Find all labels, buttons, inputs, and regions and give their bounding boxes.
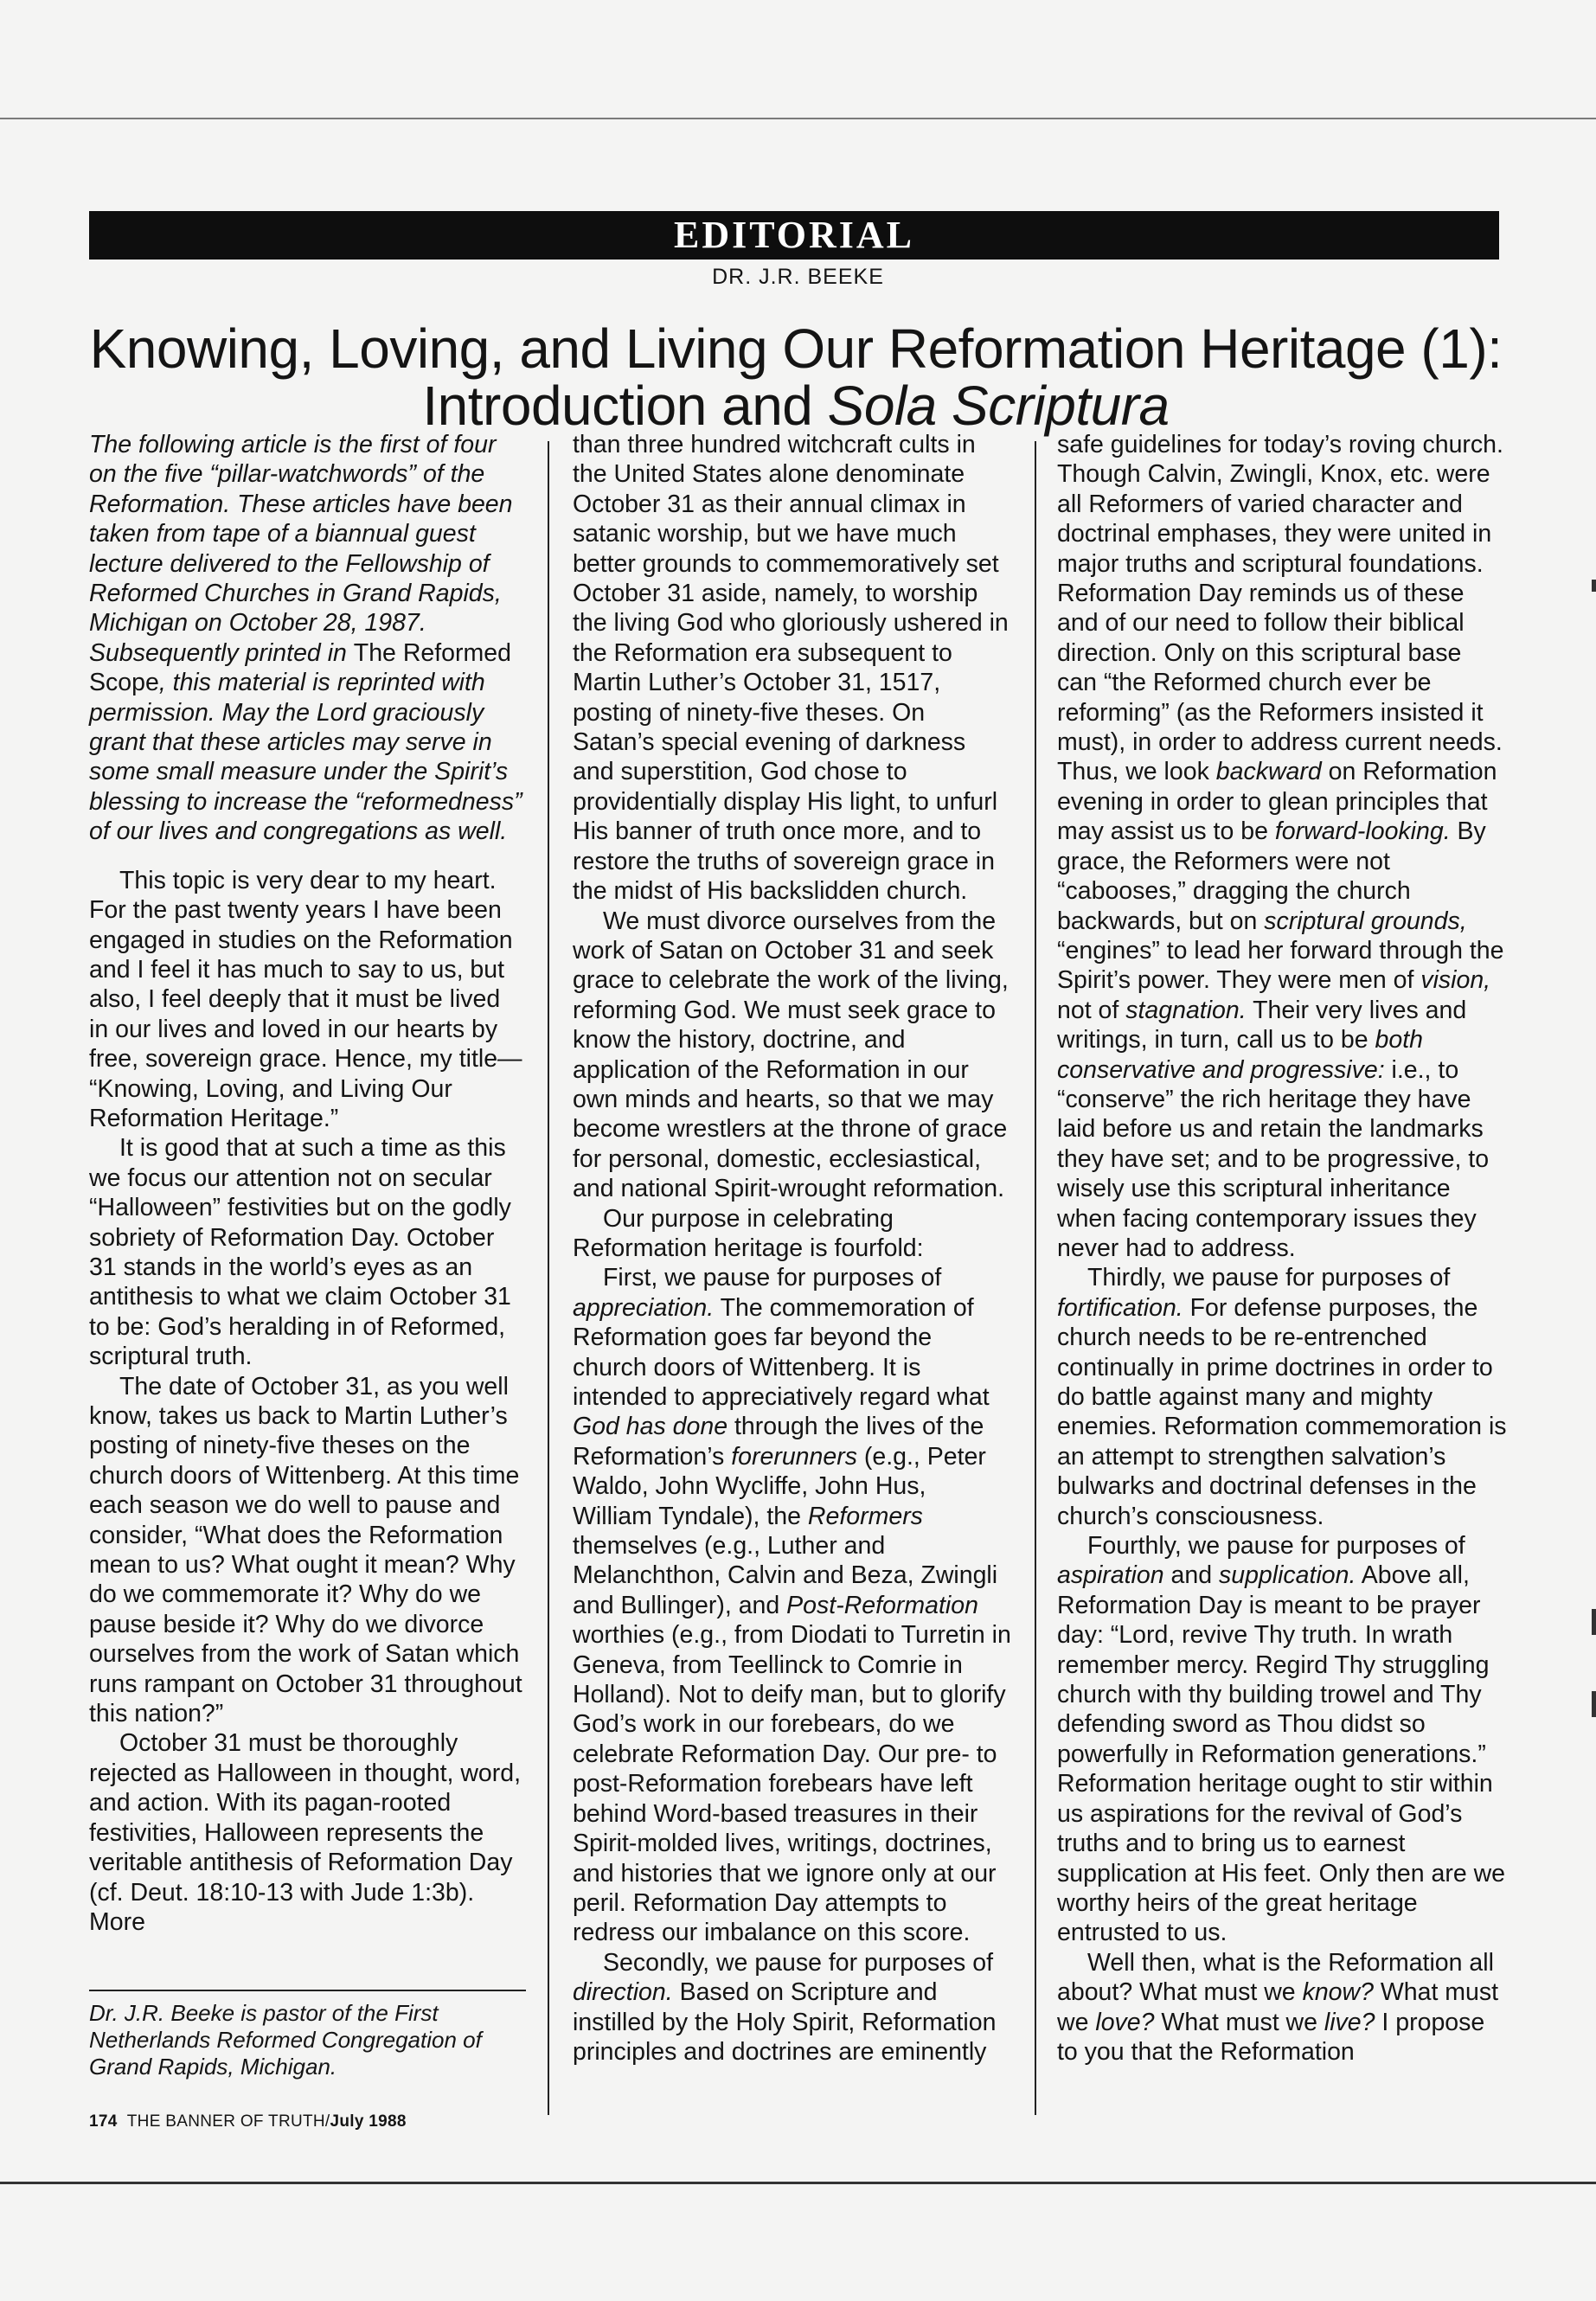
title-line-2-italic: Sola Scriptura: [827, 375, 1170, 437]
column-3: [1057, 430, 1507, 2067]
paragraph: Fourthly, we pause for purposes of aspiration and supplication. Above all, Reformation Day is meant to be prayer day: “Lord, revive Thy truth. In wrath remember mercy. Regird Thy struggling church with thy building trowel and Thy defending sword as Thou didst so powerfully in Reformation generations.” Reformation heritage ought to stir within us aspirations for the revival of God’s truths and to bring us to earnest supplication at His feet. Only then are we worthy heirs of the great heritage entrusted to us.: [1057, 1532, 1506, 1947]
column-divider: [1035, 441, 1036, 2115]
bottom-page-edge: [0, 2182, 1596, 2184]
editorial-banner: EDITORIAL: [89, 211, 1499, 260]
paragraph: Thirdly, we pause for purposes of fortification. For defense purposes, the church needs to be re-entrenched continually in prime doctrines in order to do battle against many and mighty enemies. Reformation commemoration is an attempt to strengthen salvation’s bulwarks and doctrinal defenses in the church’s consciousness.: [1057, 1264, 1507, 1530]
column-2: [573, 430, 1011, 2067]
intro-paragraph: [89, 430, 526, 847]
intro-text-b: , this material is reprinted with permission. May the Lord graciously grant that these articles may serve in some small measure under the Spirit’s blessing to increase the “reformedness” of our lives and congregations as well.: [89, 669, 522, 846]
paragraph: Secondly, we pause for purposes of direction. Based on Scripture and instilled by the Holy Spirit, Reformation principles and doctrines are eminently: [573, 1948, 997, 2066]
column-1: [89, 430, 526, 1937]
page-footer: [89, 2112, 526, 2131]
paragraph: This topic is very dear to my heart. For the past twenty years I have been engaged in studies on the Reformation and I feel it has much to say to us, but also, I feel deeply that it must be lived in our lives and loved in our hearts by free, sovereign grace. Hence, my title— “Knowing, Loving, and Living Our Reformation Heritage.”: [89, 866, 522, 1132]
author-footnote: Dr. J.R. Beeke is pastor of the First Netherlands Reformed Congregation of Grand Rapids, Michigan.: [89, 2000, 482, 2080]
page-number: 174: [89, 2112, 118, 2131]
paragraph: Our purpose in celebrating Reformation heritage is fourfold:: [573, 1204, 924, 1262]
paragraph: Well then, what is the Reformation all about? What must we know? What must we love? What must we live? I propose to you that the Reformation: [1057, 1948, 1499, 2066]
intro-publication-title: The Reformed Scope: [89, 638, 511, 697]
paragraph: We must divorce ourselves from the work of Satan on October 31 and seek grace to celebrate the work of the living, reforming God. We must seek grace to know the history, doctrine, and application of the Reformation in our own minds and hearts, so that we may become wrestlers at the throne of grace for personal, domestic, ecclesiastical, and national Spirit-wrought reformation.: [573, 907, 1009, 1203]
paragraph: safe guidelines for today’s roving church. Though Calvin, Zwingli, Knox, etc. were all Reformers of varied character and doctrinal emphases, they were united in major truths and scriptural foundations. Reformation Day reminds us of these and of our need to follow their biblical direction. Only on this scriptural base can “the Reformed church ever be reforming” (as the Reformers insisted it must), in order to address current needs. Thus, we look backward on Reformation evening in order to glean principles that may assist us to be forward-looking. By grace, the Reformers were not “cabooses,” dragging the church backwards, but on scriptural grounds, “engines” to lead her forward through the Spirit’s power. They were men of vision, not of stagnation. Their very lives and writings, in turn, call us to be both conservative and progressive: i.e., to “conserve” the rich heritage they have laid before us and retain the landmarks they have set; and to be progressive, to wisely use this scriptural inheritance when facing contemporary issues they never had to address.: [1057, 431, 1504, 1262]
column-divider: [548, 441, 549, 2115]
top-page-edge: [0, 118, 1596, 119]
paragraph: The date of October 31, as you well know, takes us back to Martin Luther’s posting of ninety-five theses on the church doors of Wittenberg. At this time each season we do well to pause and consider, “What does the Reformation mean to us? What ought it mean? Why do we commemorate it? Why do we pause beside it? Why do we divorce ourselves from the work of Satan which runs rampant on October 31 throughout this nation?”: [89, 1372, 522, 1728]
title-line-2: [52, 375, 1540, 437]
publication-name: THE BANNER OF TRUTH/: [126, 2112, 330, 2131]
scan-edge-mark: [1592, 1609, 1596, 1635]
intro-text-a: The following article is the first of four on the five “pillar-watchwords” of the Reformation. These articles have been taken from tape of a biannual guest lecture delivered to the Fellowship of Reformed Churches in Grand Rapids, Michigan on October 28, 1987. Subsequently printed in: [89, 431, 513, 667]
footnote-divider: [89, 1990, 526, 1991]
issue-date: July 1988: [330, 2112, 407, 2131]
title-line-2-prefix: Introduction and: [422, 375, 828, 437]
scan-edge-mark: [1592, 1691, 1596, 1717]
paragraph: than three hundred witchcraft cults in the United States alone denominate October 31 as their annual climax in satanic worship, but we have much better grounds to commemoratively set October 31 aside, namely, to worship the living God who gloriously ushered in the Reformation era subsequent to Martin Luther’s October 31, 1517, posting of ninety-five theses. On Satan’s special evening of darkness and superstition, God chose to providentially display His light, to unfurl His banner of truth once more, and to restore the truths of sovereign grace in the midst of His backslidden church.: [573, 431, 1009, 906]
title-line-1: Knowing, Loving, and Living Our Reformation Heritage (1):: [89, 317, 1503, 380]
article-title: [52, 317, 1540, 437]
scan-edge-mark: [1592, 580, 1596, 592]
author-byline: DR. J.R. BEEKE: [712, 265, 884, 289]
paragraph: It is good that at such a time as this we focus our attention not on secular “Halloween” festivities but on the godly sobriety of Reformation Day. October 31 stands in the world’s eyes as an antithesis to what we claim October 31 to be: God’s heralding in of Reformed, scriptural truth.: [89, 1134, 511, 1371]
paragraph: First, we pause for purposes of appreciation. The commemoration of Reformation goes far beyond the church doors of Wittenberg. It is intended to appreciatively regard what God has done through the lives of the Reformation’s forerunners (e.g., Peter Waldo, John Wycliffe, John Hus, William Tyndale), the Reformers themselves (e.g., Luther and Melanchthon, Calvin and Beza, Zwingli and Bullinger), and Post-Reformation worthies (e.g., from Diodati to Turretin in Geneva, from Teellinck to Comrie in Holland). Not to deify man, but to glorify God’s work in our forebears, do we celebrate Reformation Day. Our pre- to post-Reformation forebears have left behind Word-based treasures in their Spirit-molded lives, writings, doctrines, and histories that we ignore only at our peril. Reformation Day attempts to redress our imbalance on this score.: [573, 1264, 1011, 1947]
paragraph: October 31 must be thoroughly rejected as Halloween in thought, word, and action. With its pagan-rooted festivities, Halloween represents the veritable antithesis of Reformation Day (cf. Deut. 18:10-13 with Jude 1:3b). More: [89, 1729, 522, 1936]
